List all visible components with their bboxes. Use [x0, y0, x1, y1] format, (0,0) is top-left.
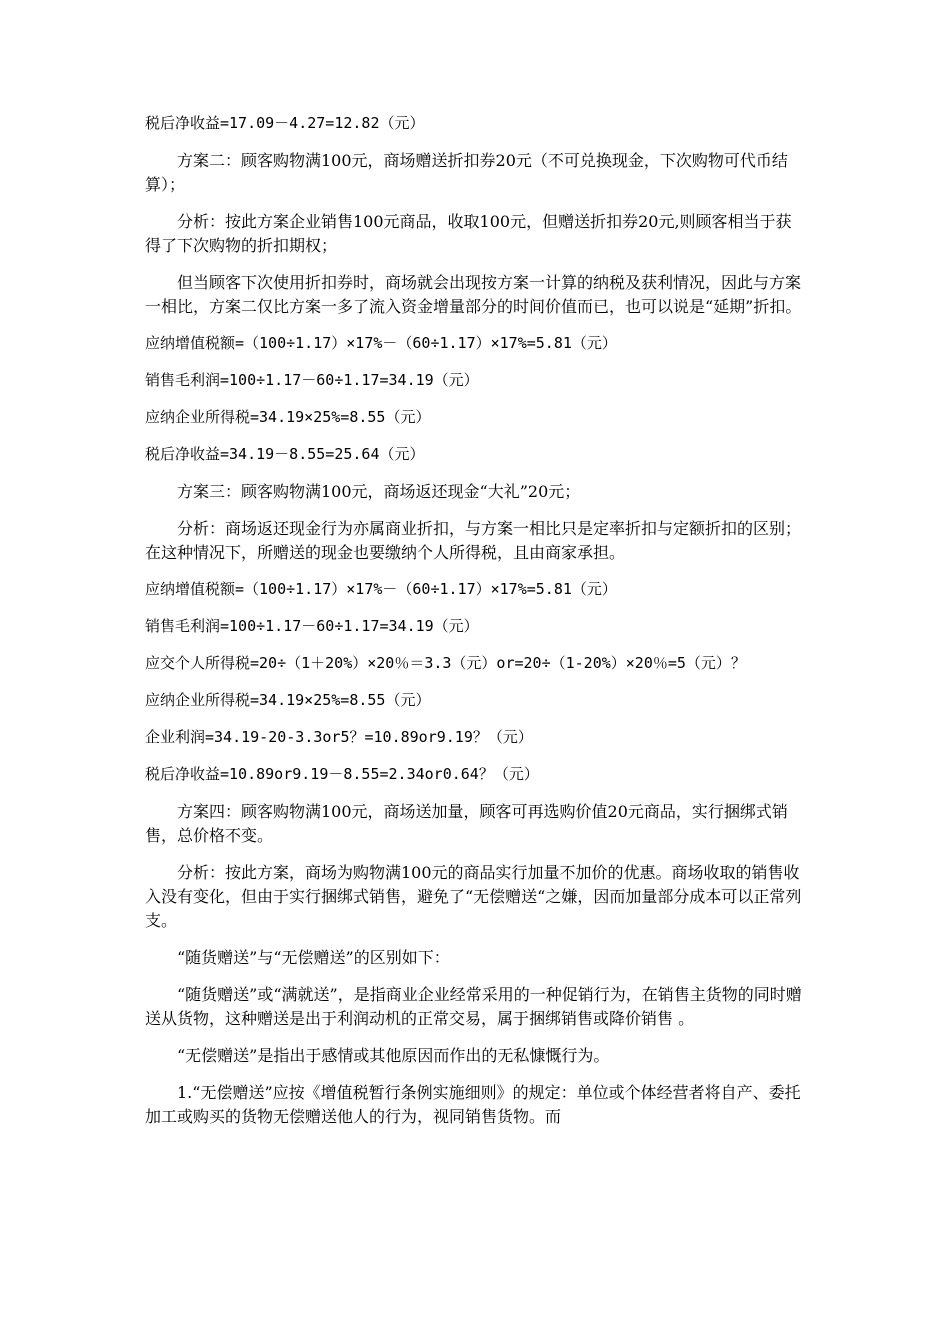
calc-line: 销售毛利润=100÷1.17－60÷1.17=34.19（元） [145, 617, 479, 635]
calc-line: 税后净收益=10.89or9.19－8.55=2.34or0.64？（元） [145, 765, 539, 783]
paragraph: 方案三：顾客购物满100元，商场返还现金“大礼”20元； [177, 482, 581, 501]
paragraph: “无偿赠送”是指出于感情或其他原因而作出的无私慷慨行为。 [177, 1046, 610, 1065]
paragraph: 分析：商场返还现金行为亦属商业折扣，与方案一相比只是定率折扣与定额折扣的区别；在这种情况下，所赠送的现金也要缴纳个人所得税，且由商家承担。 [145, 519, 802, 562]
paragraph: 分析：按此方案企业销售100元商品，收取100元，但赠送折扣券20元,则顾客相当于获得了下次购物的折扣期权； [145, 212, 792, 255]
paragraph: “随货赠送”与“无偿赠送”的区别如下： [177, 948, 450, 967]
paragraph: 方案四：顾客购物满100元，商场送加量，顾客可再选购价值20元商品，实行捆绑式销售，总价格不变。 [145, 802, 788, 845]
document-body [145, 112, 805, 1142]
calc-line: 应交个人所得税=20÷（1＋20%）×20％＝3.3（元）or=20÷（1-20%）×20％=5（元）？ [145, 654, 746, 672]
calc-line: 销售毛利润=100÷1.17－60÷1.17=34.19（元） [145, 371, 479, 389]
calc-line: 应纳企业所得税=34.19×25%=8.55（元） [145, 691, 431, 709]
paragraph: 方案二：顾客购物满100元，商场赠送折扣券20元（不可兑换现金，下次购物可代币结算）； [145, 151, 788, 194]
paragraph: “随货赠送”或“满就送”，是指商业企业经常采用的一种促销行为，在销售主货物的同时赠送从货物，这种赠送是出于利润动机的正常交易，属于捆绑销售或降价销售 。 [145, 985, 802, 1028]
calc-line: 税后净收益=17.09－4.27=12.82（元） [145, 114, 425, 132]
calc-line: 企业利润=34.19-20-3.3or5？=10.89or9.19？（元） [145, 728, 533, 746]
calc-line: 税后净收益=34.19－8.55=25.64（元） [145, 445, 425, 463]
paragraph: 但当顾客下次使用折扣券时，商场就会出现按方案一计算的纳税及获利情况，因此与方案一相比，方案二仅比方案一多了流入资金增量部分的时间价值而已，也可以说是“延期”折扣。 [145, 273, 802, 316]
paragraph: 1.“无偿赠送”应按《增值税暂行条例实施细则》的规定：单位或个体经营者将自产、委托加工或购买的货物无偿赠送他人的行为，视同销售货物。而 [145, 1083, 801, 1126]
calc-line: 应纳增值税额=（100÷1.17）×17%－（60÷1.17）×17%=5.81（元） [145, 334, 617, 352]
calc-line: 应纳增值税额=（100÷1.17）×17%－（60÷1.17）×17%=5.81（元） [145, 580, 617, 598]
paragraph: 分析：按此方案，商场为购物满100元的商品实行加量不加价的优惠。商场收取的销售收入没有变化，但由于实行捆绑式销售，避免了“无偿赠送“之嫌，因而加量部分成本可以正常列支。 [145, 863, 802, 930]
calc-line: 应纳企业所得税=34.19×25%=8.55（元） [145, 408, 431, 426]
